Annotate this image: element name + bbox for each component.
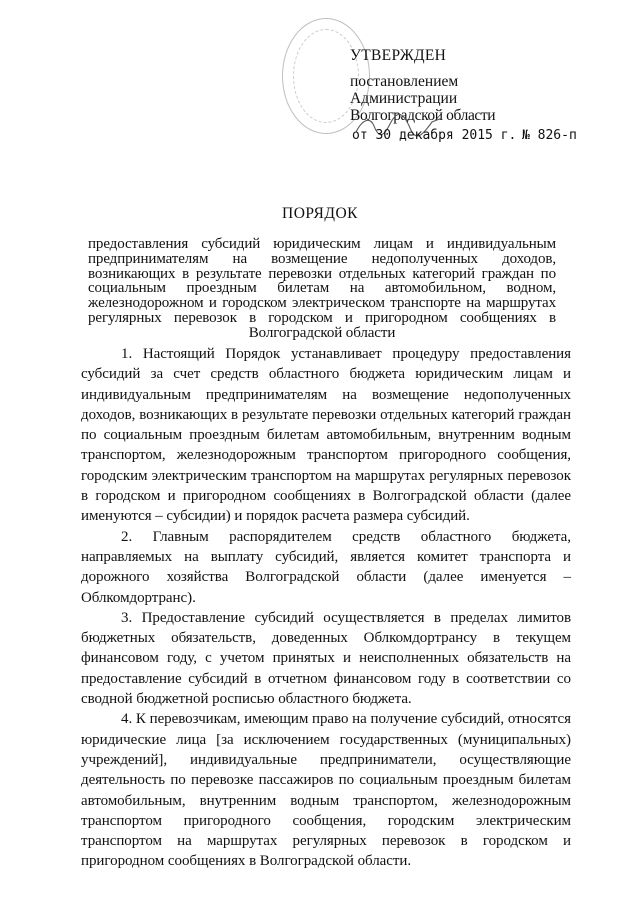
approval-line-1: постановлением [350, 73, 459, 90]
paragraph-2: 2. Главным распорядителем средств областного бюджета, направляемых на выплату субсидий, является комитет транспорта и дорожного хозяйства Волгоградской области (далее именуется – Облкомдортранс). [81, 528, 571, 606]
approval-line-2: Администрации [350, 90, 458, 107]
approved-title: УТВЕРЖДЕН [350, 47, 447, 64]
approval-line-3: Волгоградской области [350, 107, 496, 124]
decree-date: от 30 декабря 2015 г. [352, 128, 517, 143]
paragraph-1: 1. Настоящий Порядок устанавливает процедуру предоставления субсидий за счет средств областного бюджета юридическим лицам и индивидуальным предпринимателям на возмещение недополученных доходов, возникающих в результате перевозки отдельных категорий граждан по социальным проездным билетам автомобильным, внутренним водным транспортом, железнодорожным транспортом пригородного сообщения, городским электрическим транспортом на маршрутах регулярных перевозок в городском и пригородном сообщениях в Волгоградской области (далее именуются – субсидии) и порядок расчета размера субсидий. [81, 346, 571, 525]
document-title: ПОРЯДОК [282, 205, 358, 222]
document-subtitle: предоставления субсидий юридическим лицам и индивидуальным предпринимателям на возмещение недополученных доходов, возникающих в результате перевозки отдельных категорий граждан по социальным проездным билетам на автомобильном, водном, железнодорожном и городском электрическом транспорте на маршрутах регулярных перевозок в городском и пригородном сообщениях в Волгоградской области [88, 236, 556, 341]
paragraph-4: 4. К перевозчикам, имеющим право на получение субсидий, относятся юридические лица [за исключением государственных (муниципальных) учреждений], индивидуальные предприниматели, осуществляющие деятельность по перевозке пассажиров по социальным проездным билетам автомобильным, внутренним водным транспортом, железнодорожным транспортом пригородного сообщения, городским электрическим транспортом на маршрутах регулярных перевозок в городском и пригородном сообщениях в Волгоградской области. [81, 711, 571, 870]
decree-number: № 826-п [522, 128, 577, 143]
paragraph-3: 3. Предоставление субсидий осуществляется в пределах лимитов бюджетных обязательств, доведенных Облкомдортрансу в текущем финансовом году, с учетом принятых и неисполненных обязательств на предоставление субсидий в отчетном финансовом году в соответствии со сводной бюджетной росписью областного бюджета. [81, 609, 571, 708]
document-body [81, 344, 571, 872]
